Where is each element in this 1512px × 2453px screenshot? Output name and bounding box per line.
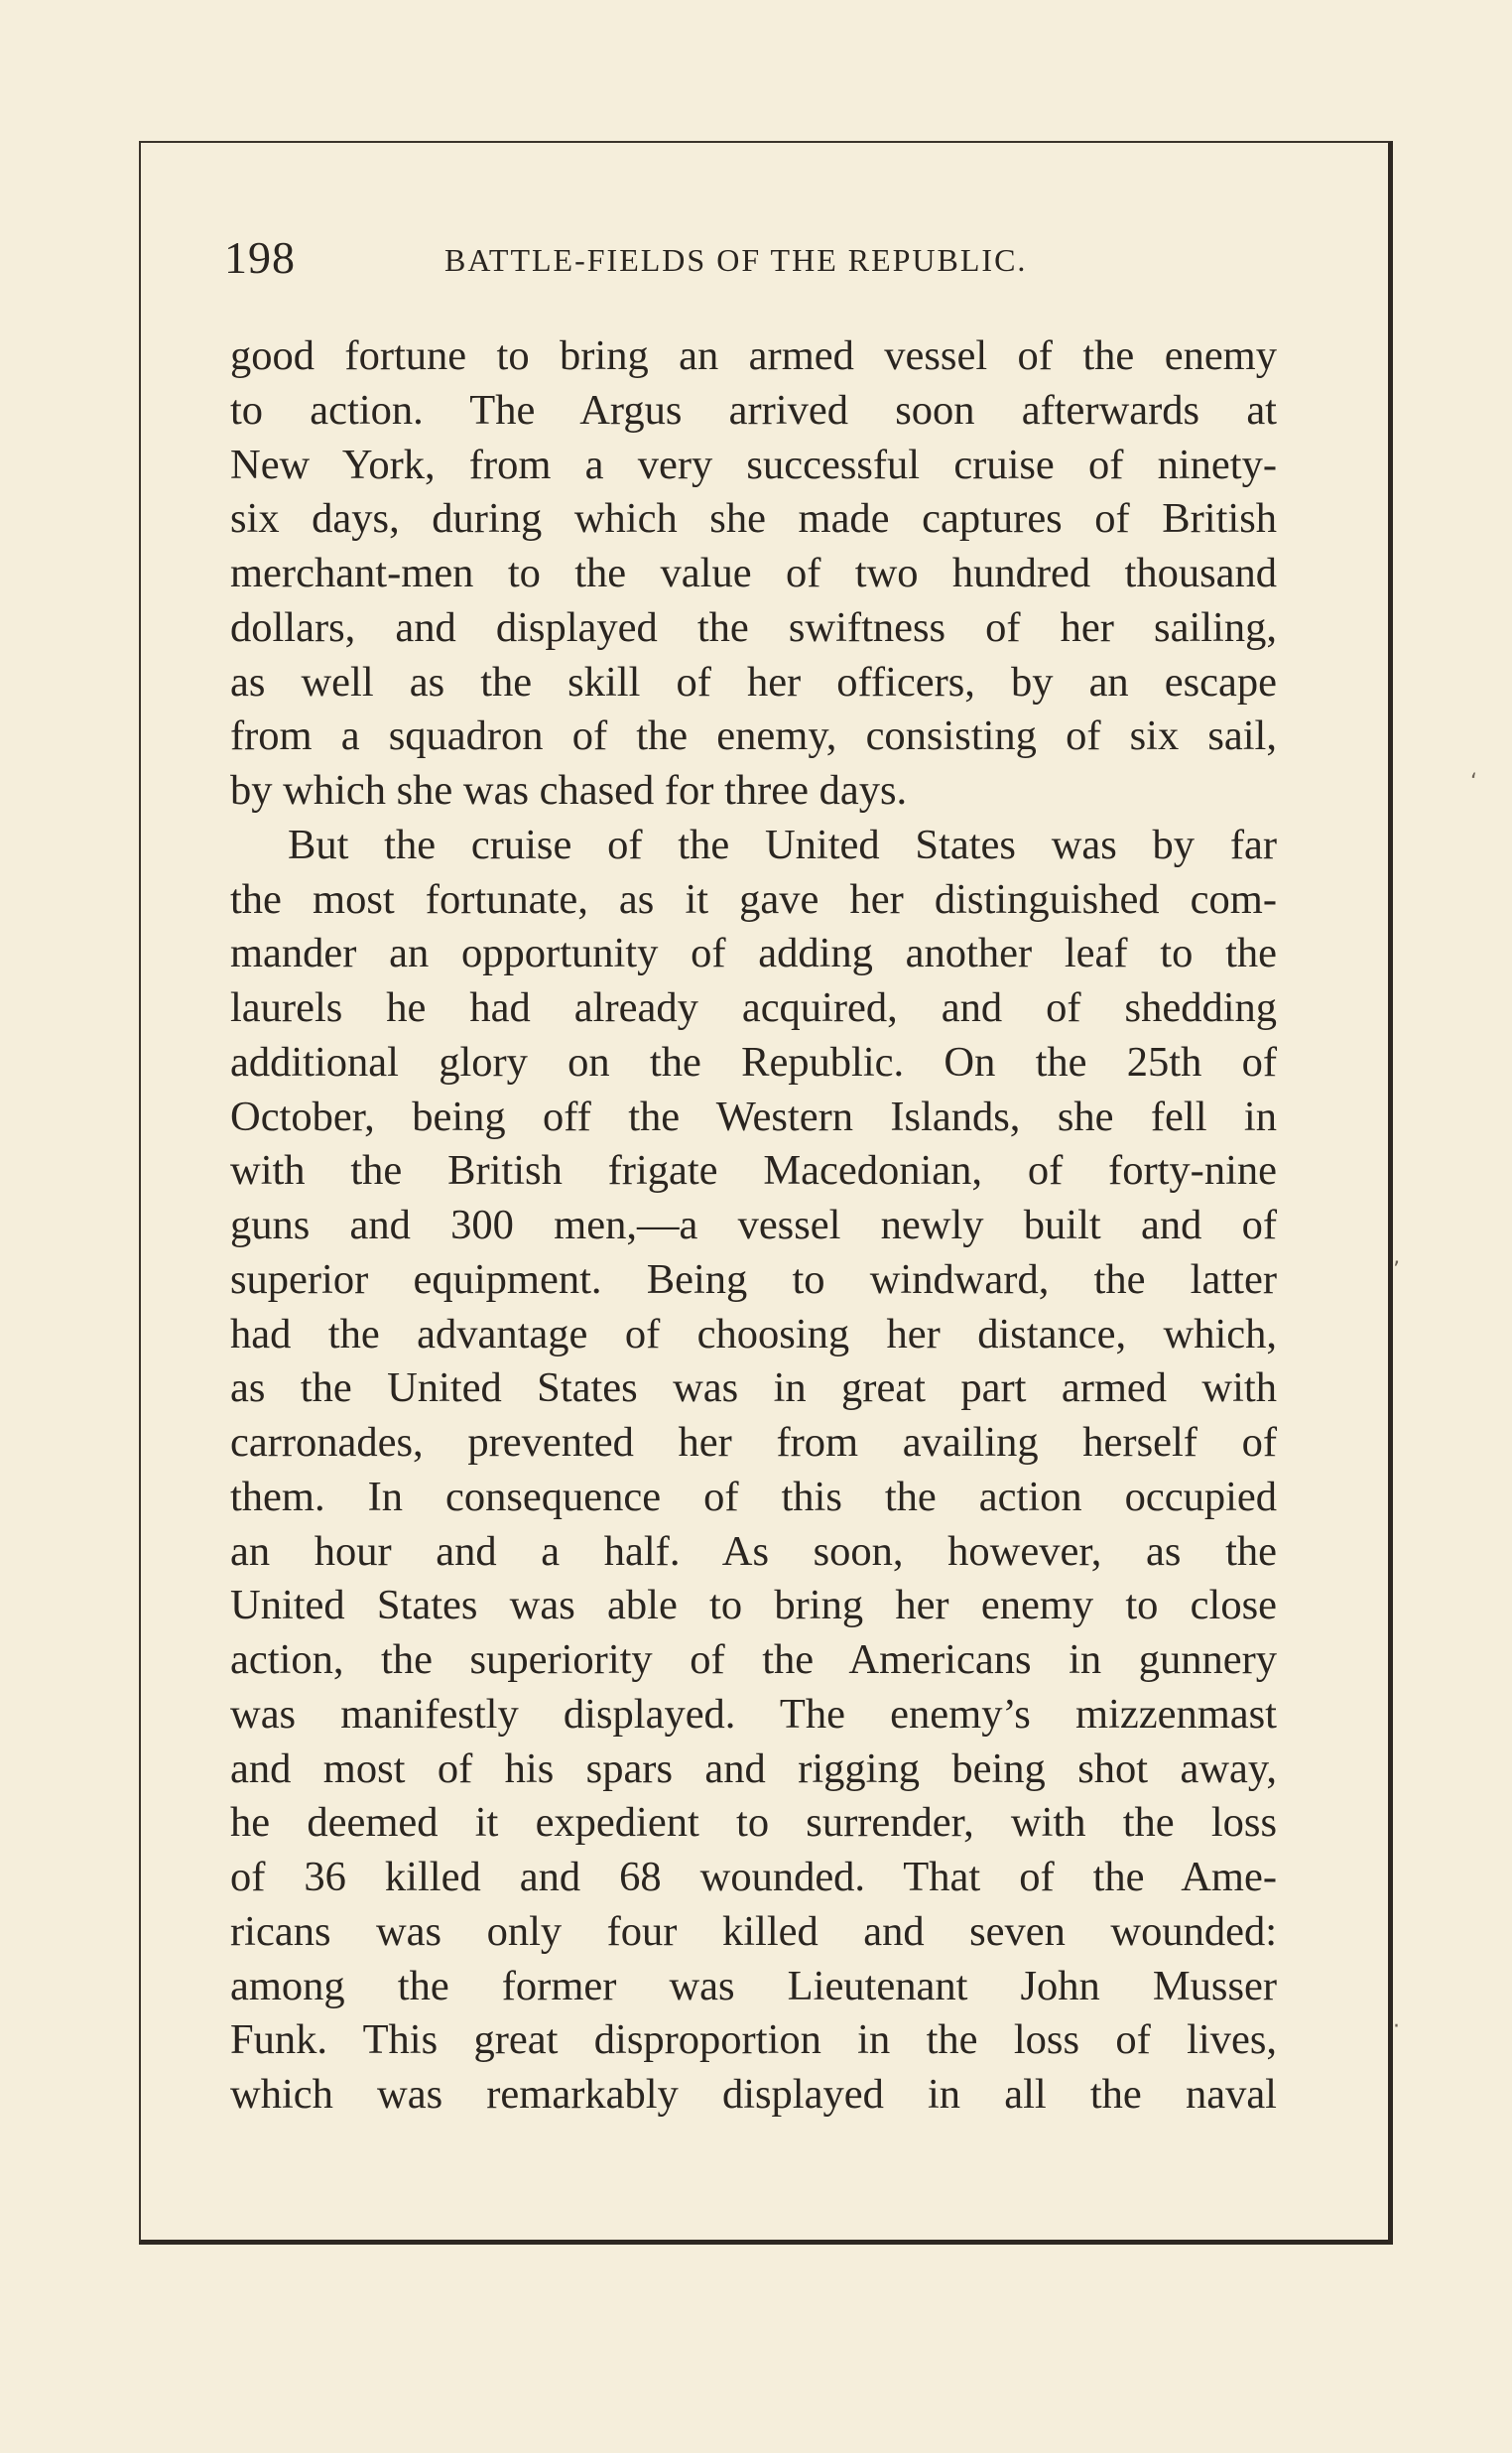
text-line: six days, during which she made captures of British: [230, 495, 1277, 543]
text-line: guns and 300 men,—a vessel newly built and of: [230, 1202, 1277, 1248]
text-line: had the advantage of choosing her distance, which,: [230, 1310, 1277, 1357]
text-line: mander an opportunity of adding another leaf to the: [230, 930, 1277, 977]
text-line: with the British frigate Macedonian, of forty-nine: [230, 1147, 1277, 1195]
text-line: good fortune to bring an armed vessel of the enemy: [230, 332, 1277, 379]
paragraph-start-line: But the cruise of the United States was by far: [288, 821, 1277, 868]
text-line: laurels he had already acquired, and of shedding: [230, 984, 1277, 1031]
text-line: merchant-men to the value of two hundred thousand: [230, 550, 1277, 596]
body-text: [230, 329, 1277, 2123]
text-line: them. In consequence of this the action occupied: [230, 1473, 1277, 1520]
text-line: dollars, and displayed the swiftness of her sailing,: [230, 603, 1277, 651]
text-line: as the United States was in great part armed with: [230, 1364, 1277, 1412]
text-line: carronades, prevented her from availing herself of: [230, 1419, 1277, 1466]
text-line: which was remarkably displayed in all the naval: [230, 2071, 1277, 2118]
text-line: by which she was chased for three days.: [230, 767, 908, 814]
text-line: additional glory on the Republic. On the 25th of: [230, 1038, 1277, 1086]
margin-speck: ·: [1393, 2014, 1400, 2039]
text-line: to action. The Argus arrived soon afterwards at: [230, 386, 1277, 434]
margin-speck: ’: [1393, 1258, 1400, 1283]
text-line: ricans was only four killed and seven wounded:: [230, 1907, 1277, 1955]
page-header: [224, 230, 1296, 290]
text-line: United States was able to bring her enemy to close: [230, 1582, 1277, 1629]
text-line: among the former was Lieutenant John Musser: [230, 1962, 1277, 2009]
text-line: an hour and a half. As soon, however, as the: [230, 1527, 1277, 1575]
text-line: New York, from a very successful cruise of ninety-: [230, 441, 1277, 488]
text-line: Funk. This great disproportion in the loss of lives,: [230, 2016, 1277, 2064]
page-number: 198: [224, 232, 296, 283]
text-line: from a squadron of the enemy, consisting of six sail,: [230, 712, 1277, 760]
text-line: the most fortunate, as it gave her distinguished com-: [230, 875, 1277, 923]
text-line: superior equipment. Being to windward, the latter: [230, 1255, 1277, 1303]
text-line: he deemed it expedient to surrender, with the loss: [230, 1799, 1277, 1847]
running-head: BATTLE-FIELDS OF THE REPUBLIC.: [444, 242, 1028, 278]
text-line: and most of his spars and rigging being shot away,: [230, 1744, 1277, 1792]
margin-speck: ‘: [1470, 770, 1477, 795]
text-line: as well as the skill of her officers, by an escape: [230, 658, 1277, 706]
text-line: action, the superiority of the Americans in gunnery: [230, 1636, 1277, 1683]
text-line: was manifestly displayed. The enemy’s mizzenmast: [230, 1690, 1277, 1738]
text-line: of 36 killed and 68 wounded. That of the Ame-: [230, 1854, 1277, 1900]
text-line: October, being off the Western Islands, she fell in: [230, 1093, 1277, 1140]
